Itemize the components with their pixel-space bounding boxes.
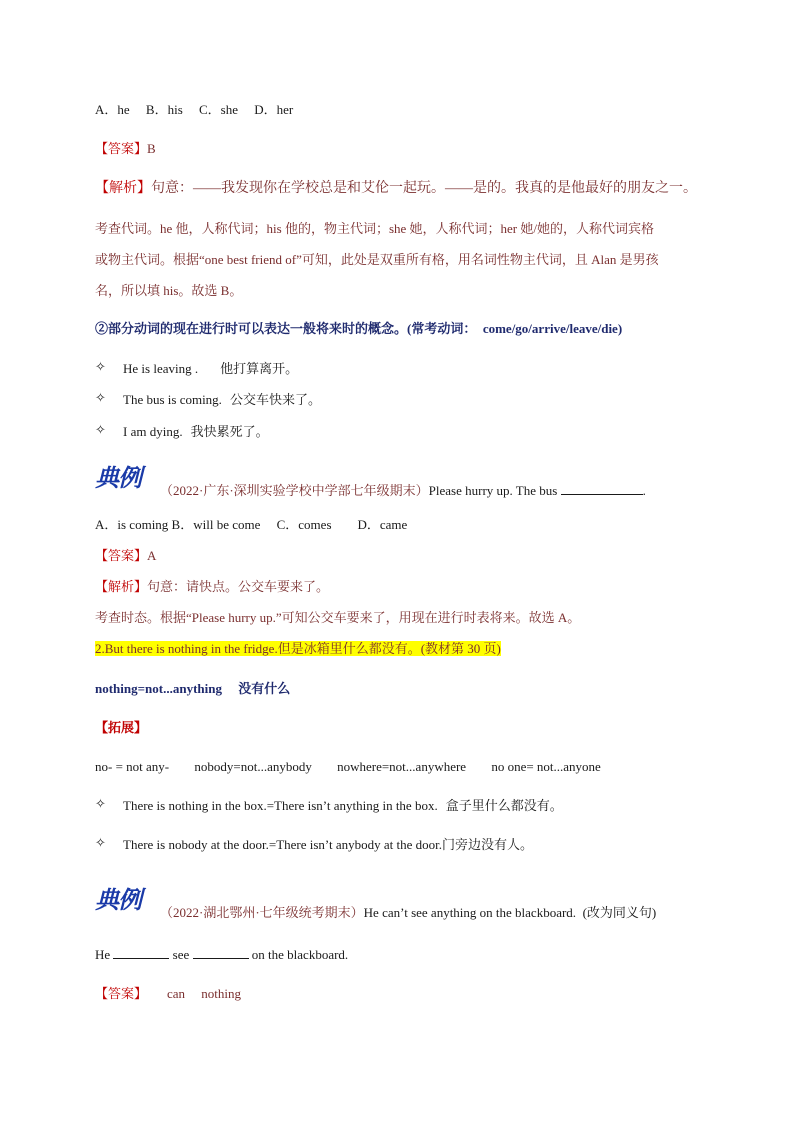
q1-options: A．he B．his C．she D．her (95, 102, 294, 117)
expand-label: 【拓展】 (95, 720, 148, 735)
expand-pairs (95, 757, 601, 777)
analysis-1-line4: 名，所以填 his。故选 B。 (95, 283, 243, 298)
analysis-text: 句意：——我发现你在学校总是和艾伦一起玩。——是的。我真的是他最好的朋友之一。 (151, 181, 697, 196)
rule-heading: ②部分动词的现在进行时可以表达一般将来时的概念。(常考动词： come/go/arrive/leave/die) (95, 321, 623, 336)
sentence-part: see (172, 947, 190, 962)
question-2 (160, 481, 646, 501)
list-item (123, 835, 533, 855)
question-text: He can’t see anything on the blackboard. (363, 905, 577, 920)
analysis-2 (95, 577, 329, 597)
answer-label: 【答案】 (95, 141, 148, 156)
sentence-part: on the blackboard. (251, 947, 349, 962)
analysis-1-line2: 考查代词。he 他，人称代词；his 他的，物主代词；she 她，人称代词；her 她/她的，人称代词宾格 (95, 221, 654, 236)
answer-label: 【答案】 (95, 548, 148, 563)
bullet-icon: ✧ (95, 390, 106, 405)
question-suffix: (改为同义句) (582, 905, 657, 920)
analysis-text: 句意：请快点。公交车要来了。 (147, 579, 330, 594)
nothing-rule: nothing=not...anything 没有什么 (95, 681, 291, 696)
example-cn: 盒子里什么都没有。 (445, 798, 563, 813)
list-item (123, 422, 269, 442)
list-item (123, 796, 563, 816)
analysis-label: 【解析】 (95, 181, 151, 196)
analysis-label: 【解析】 (95, 579, 148, 594)
answer-3 (95, 984, 241, 1004)
question-3-line2 (95, 945, 348, 965)
answer-label: 【答案】 (95, 986, 148, 1001)
list-item (123, 390, 321, 410)
answer-value: A (147, 548, 157, 563)
bullet-icon: ✧ (95, 835, 106, 850)
list-item (123, 359, 298, 379)
bullet-icon: ✧ (95, 796, 106, 811)
example-en: The bus is coming. (123, 392, 222, 407)
question-3 (160, 903, 656, 923)
question-source: （2022·湖北鄂州·七年级统考期末） (160, 905, 364, 920)
example-cn: 门旁边没有人。 (442, 837, 534, 852)
sentence-part: He (95, 947, 111, 962)
answer-1 (95, 139, 156, 159)
example-cn: 我快累死了。 (190, 424, 269, 439)
example-en: There is nothing in the box.=There isn’t anything in the box. (123, 798, 438, 813)
question-text: Please hurry up. The bus (428, 483, 558, 498)
answer-blank (113, 946, 169, 959)
answer-blank (561, 482, 643, 495)
example-cn: 公交车快来了。 (229, 392, 321, 407)
highlighted-sentence: 2.But there is nothing in the fridge.但是冰箱里什么都没有。(教材第 30 页) (95, 641, 501, 656)
example-cn: 他打算离开。 (220, 361, 299, 376)
point-heading (95, 639, 501, 659)
answer-2 (95, 546, 156, 566)
pair-item: nobody=not...anybody (194, 759, 312, 774)
answer-value: B (147, 141, 156, 156)
example-seal-logo: 典例 (95, 463, 141, 492)
example-en: I am dying. (123, 424, 183, 439)
pair-item: no one= not...anyone (491, 759, 601, 774)
answer-blank (193, 946, 249, 959)
bullet-icon: ✧ (95, 359, 106, 374)
example-en: He is leaving . (123, 361, 199, 376)
q2-options: A．is coming B．will be come C．comes D．came (95, 517, 408, 532)
analysis-2-line2: 考查时态。根据“Please hurry up.”可知公交车要来了，用现在进行时表将来。故选 A。 (95, 610, 581, 625)
question-source: （2022·广东·深圳实验学校中学部七年级期末） (160, 483, 429, 498)
question-end: . (642, 483, 646, 498)
pair-item: nowhere=not...anywhere (337, 759, 467, 774)
analysis-1-line3: 或物主代词。根据“one best friend of”可知，此处是双重所有格，用名词性物主代词，且 Alan 是男孩 (95, 252, 659, 267)
example-seal-logo: 典例 (95, 885, 141, 914)
example-en: There is nobody at the door.=There isn’t anybody at the door. (123, 837, 443, 852)
bullet-icon: ✧ (95, 422, 106, 437)
pair-item: no- = not any- (95, 759, 170, 774)
answer-value: can nothing (167, 986, 242, 1001)
analysis-1 (95, 179, 697, 199)
